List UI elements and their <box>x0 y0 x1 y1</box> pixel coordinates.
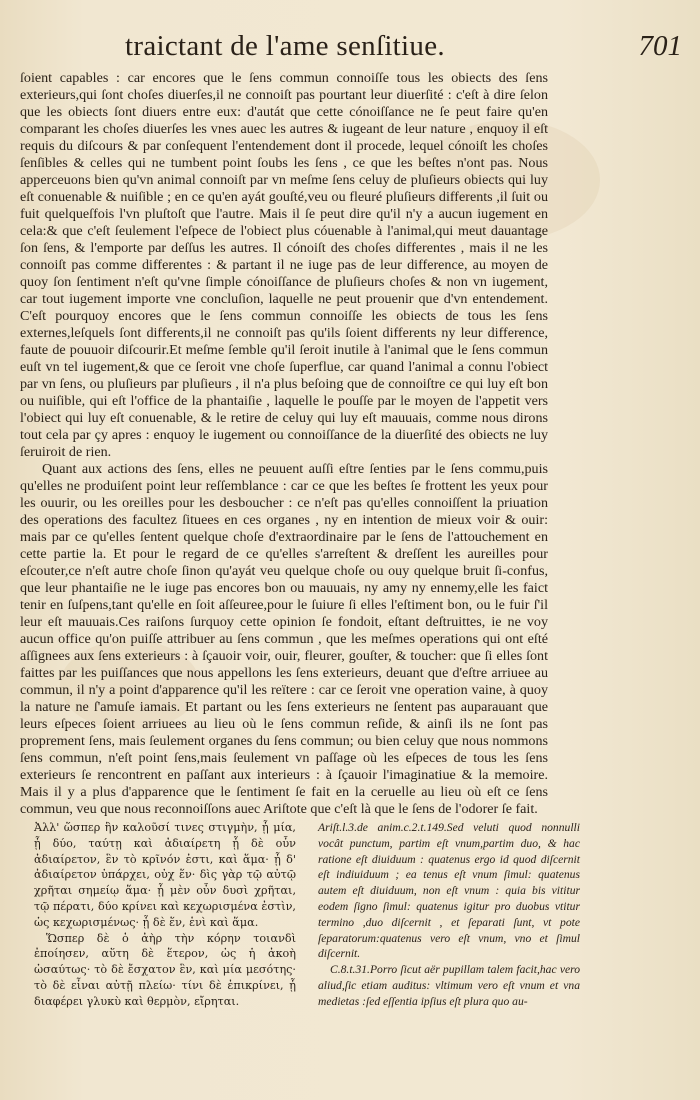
greek-note: Ὥσπερ δὲ ὁ ἀὴρ τὴν κόρην τοιανδὶ ἐποίησεν, αὕτη δὲ ἕτερον, ὡς ἡ ἀκοὴ ὡσαύτως· τὸ δὲ ἔσχατον ἓν, καὶ μία μεσότης· τὸ δὲ εἶναι αὐτῇ πλείω· τίνι δὲ ἐπικρίνει, ᾗ διαφέρει γλυκὺ καὶ θερμὸν, εἴρηται. <box>34 931 296 1008</box>
greek-note: Ἀλλ' ὥσπερ ἣν καλοῦσί τινες στιγμὴν, ᾗ μία, ᾗ δύο, ταύτῃ καὶ ἀδιαίρετη ᾗ δὲ οὖν ἀδιαίρετον, ἓν τὸ κρῖνόν ἐστι, καὶ ἅμα· ᾗ δ' ἀδιαίρετον ὑπάρχει, οὐχ ἕν· δὶς γὰρ τῷ αὐτῷ χρῆται σημείῳ ἅμα· ᾗ μὲν οὖν δυσὶ χρῆται, τῷ πέρατι, δύο κρίνει καὶ κεχωρισμένα ἐστὶν, ὡς κεχωρισμένως· ᾗ δὲ ἕν, ἑνὶ καὶ ἅμα. <box>34 821 296 929</box>
main-text <box>20 70 548 818</box>
body-paragraph: ſoient capables : car encores que le ſens commun connoiſſe tous les obiects des ſens exterieurs,qui ſont choſes diuerſes,il ne connoiſt pas pourtant leur diuerſité : c'eſt à dire ſelon que les obiects ſont diuers entre eux: d'autát que cette cónoiſſance ne ſe peut faire qu'en comparant les choſes diuerſes les vnes auec les autres & iugeant de leur nature , enquoy il eſt requis du diſcours & par conſequent l'entendement dont il procede, lequel cónoiſt les choſes ſenſibles & celles qui ne tumbent point ſoubs les ſens , ce que les beſtes n'ont pas. Nous apperceuons bien qu'vn animal connoiſt par vn meſme ſens celuy de pluſieurs obiects qui luy eſt conuenable & nuiſible ; en ce qu'en ayát gouſté,veu ou fleuré pluſieurs differents ,il ſuit ou fuit quelqueſfois l'vn pluſtoſt que l'autre. Mais il ſe peut dire qu'il n'y a aucun iugement en cela:& que c'eſt ſeulement l'eſpece de l'obiect plus cóuenable à l'animal,qui meut dauantage ſon ſens, & l'emporte par deſſus les autres. Il cónoiſt des choſes differentes , mais il ne les connoiſt pas comme differentes : & partant il ne iuge pas de leur difference, au moyen de quoy ſon ſentiment n'eſt qu'vne ſimple cónoiſſance de pluſieurs choſes & non vn iugement, car tout iugement importe vne concluſion, laquelle ne peut prouenir que d'vn entendement. C'eſt pourquoy encores que le ſens commun connoiſſe les obiects de tous les ſens externes,leſquels ſont differents,il ne connoiſt pas qu'ils ſoient differents ny leur difference, faute de pouuoir diſcourir.Et meſme ſemble qu'il ſeroit inutile à l'animal que le ſens commun euſt vn tel iugement,& que ce ſeroit vne choſe ſuperflue, car quand l'animal a connu l'obiect par vn ſens, ou pluſieurs par pluſieurs , il n'a plus beſoing que de connoiſtre ce qui luy eſt bon ou nuiſible, qui eſt l'office de la phantaiſie , laquelle le pouſſe par le moyen de l'appetit vers l'obiect qui luy eſt conuenable, & le retire de celuy qui luy eſt mauuais, comme nous dirons tout cela par çy apres : enquoy le iugement ou connoiſſance de la diuerſité des obiects ne luy ſeruiroit de rien. <box>20 70 548 460</box>
body-paragraph: Quant aux actions des ſens, elles ne peuuent auſſi eſtre ſenties par le ſens commu,puis qu'elles ne produiſent point leur reſſemblance : car ce que les beſtes ſe frottent les yeux pour les ouurir, ou les oreilles pour les desboucher : ce n'eſt pas qu'elles connoiſſent la priuation des operations des facultez ſituees en ces organes , ny en intention de mieux voir & ouir: mais par ce qu'elles ſentent quelque choſe d'extraordinaire par le ſens de l'attouchement en cette partie la. Et pour le regard de ce qu'elles s'arreſtent & dreſſent les aureilles pour eſcouter,ce n'eſt autre choſe ſinon qu'ayát veu quelque choſe ou ouy quelque bruit ſi-confus, que leur phantaiſie ne le iuge pas encores bon ou mauuais, ny amy ny ennemy,elle les faict tenir en ſuſpens,tant qu'elle en ſoit aſſeuree,pour le ſuiure ſi elles l'eſtiment bon, ou le fuir ſ'il leur eſt mauuais.Ces raiſons ſurquoy cette opinion ſe fondoit, eſtant deſtruittes, ie ne voy aucun office qu'on puiſſe attribuer au ſens commun , que les meſmes operations qui ont eſté aſſignees aux ſens exterieurs : à ſçauoir voir, ouir, fleurer, gouſter, & toucher: que ſi elles ſont faittes par les puiſſances que nous appellons les ſens exterieurs, deuant que d'eſtre arriuee au commun, il n'y a point d'apparence qu'il les reïtere : car ce ſeroit vne operation vaine, à quoy la nature ne ſ'amuſe iamais. Et partant ou les ſens exterieurs ne ſentent pas auparauant que leurs eſpeces ſoient arriuees au lieu où le ſens commun reſide, & ainſi ils ne ſont pas proprement ſens, mais ſeulement organes du ſens commun; ou bien celuy que nous nommons ſens commun, n'eſt point ſens,mais ſeulement vn paſſage où les eſpeces de tous les ſens exterieurs ſe rencontrent en paſſant aux interieurs : à ſçauoir l'imaginatiue & la memoire. Mais il y a plus d'apparence que le ſentiment ſe fait en la ceruelle au lieu où eſt ce ſens commun, veu que nous reconnoiſſons auec Ariſtote que c'eſt là que le ſens de l'odorer ſe fait. <box>20 461 548 817</box>
latin-translation <box>318 820 580 1010</box>
latin-note: C.8.t.31.Porro ſicut aër pupillam talem facit,hac vero aliud,ſic etiam auditus: vltimum vero eſt vnum et vna medietas :ſed eſſentia ipſius eſt plura quo au- <box>318 963 580 1008</box>
page-number: 701 <box>638 30 682 62</box>
running-title: traictant de l'ame senſitiue. <box>125 30 445 62</box>
page-header <box>0 26 700 70</box>
marginal-notes <box>20 820 580 1090</box>
greek-quotation <box>34 820 296 1010</box>
latin-note: Ariſt.l.3.de anim.c.2.t.149.Sed veluti quod nonnulli vocât punctum, partim eſt vnum,partim duo, & hac ratione eſt diuiduum : quatenus ergo id quod diſcernit eſt indiuiduum ; ea tenus eſt vnum ſimul: quatenus autem eſt diuiduum, non eſt vnum : quia bis vititur eodem ſigno ſimul: quatenus igitur pro duobus vtitur termino ,duo diſcernit , et ſeparati ſunt, vt pote ſeparatorum:quatenus vero eſt vnum, vno et ſimul diſcernit. <box>318 821 580 961</box>
